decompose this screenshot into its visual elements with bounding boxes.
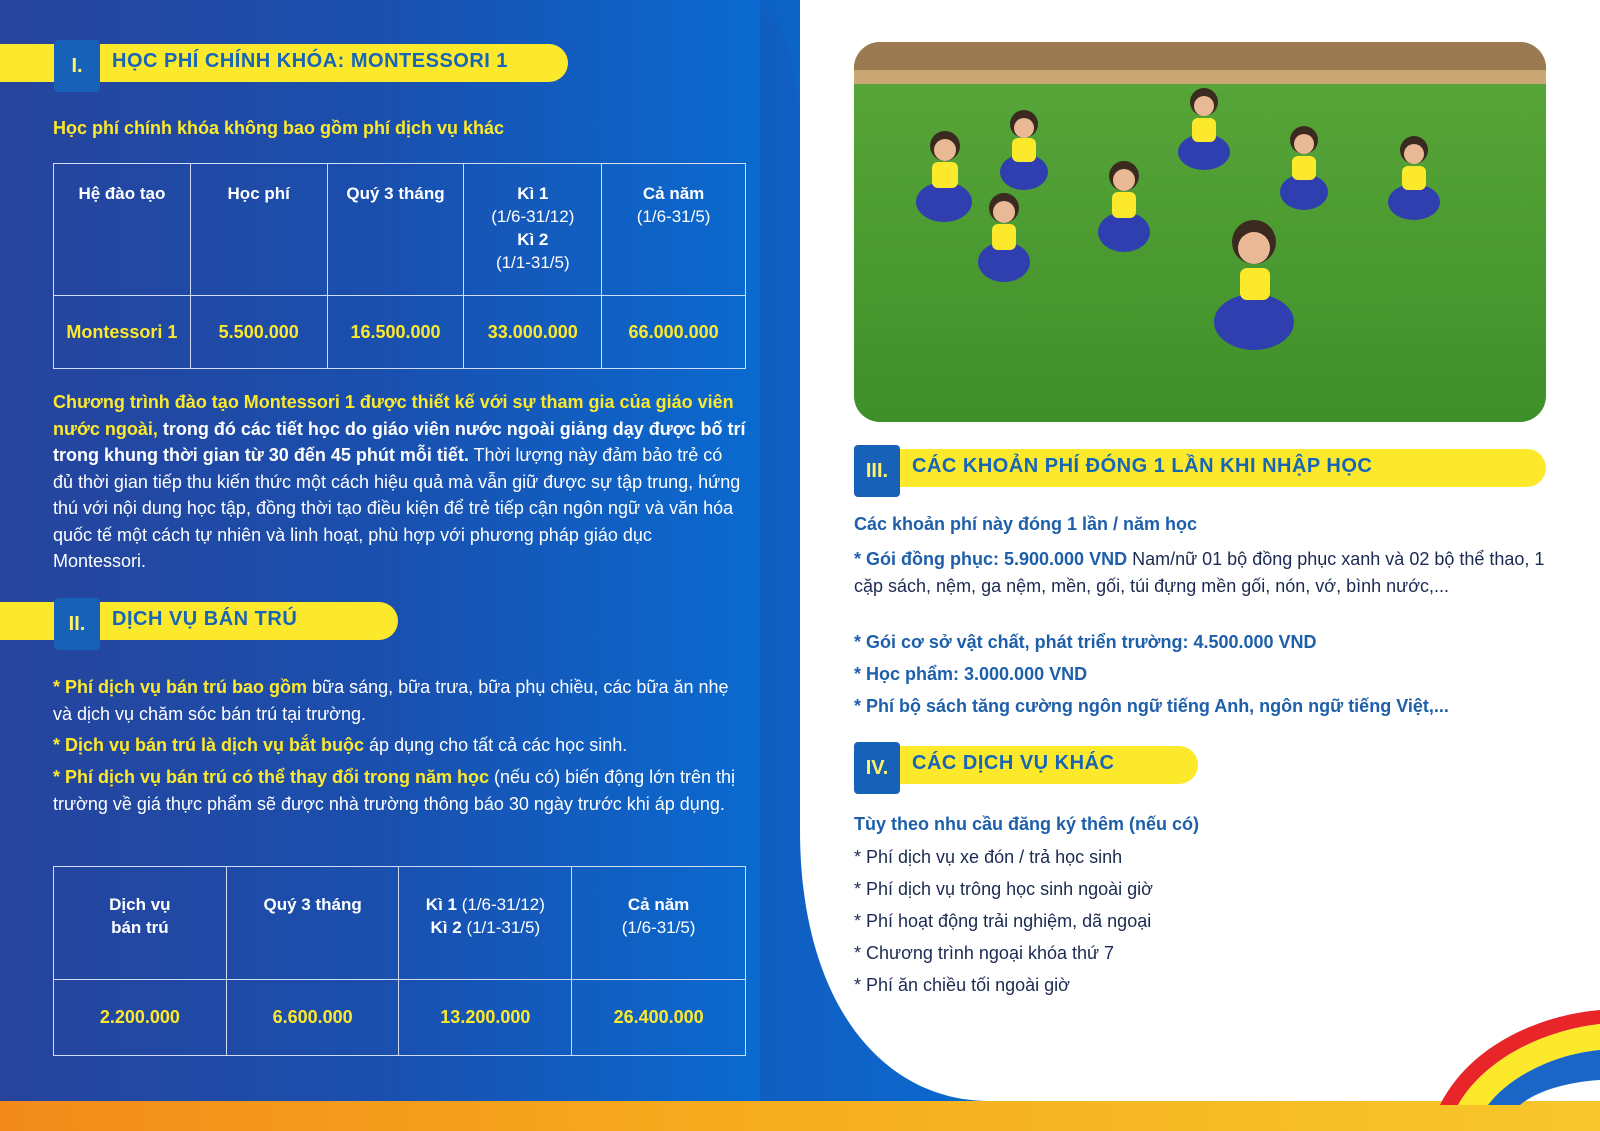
rainbow-graphic	[1440, 1010, 1600, 1105]
supplies-fee-item: * Học phẩm: 3.000.000 VND	[854, 664, 1088, 684]
meal-service-item-2: * Dịch vụ bán trú là dịch vụ bắt buộc áp dụng cho tất cả các học sinh.	[53, 735, 628, 755]
other-service-item: * Phí hoạt động trải nghiệm, dã ngoại	[854, 911, 1152, 931]
section-3-number: III.	[854, 445, 900, 497]
section-2-header	[0, 598, 400, 646]
section-3-title: CÁC KHOẢN PHÍ ĐÓNG 1 LẦN KHI NHẬP HỌC	[912, 455, 1373, 477]
other-service-item: * Phí dịch vụ xe đón / trả học sinh	[854, 847, 1123, 867]
section-1-subtitle: Học phí chính khóa không bao gồm phí dịch vụ khác	[53, 118, 505, 138]
tuition-header-fee: Học phí	[190, 164, 327, 296]
tuition-cell-year: 66.000.000	[602, 296, 746, 369]
facility-fee-item: * Gói cơ sở vật chất, phát triển trường: 4.500.000 VND	[854, 632, 1317, 652]
section-1-title: HỌC PHÍ CHÍNH KHÓA: MONTESSORI 1	[112, 50, 509, 72]
meal-cell-service: 2.200.000	[54, 980, 227, 1056]
meal-header-service: Dịch vụ bán trú	[54, 867, 227, 980]
tuition-cell-quarter: 16.500.000	[327, 296, 464, 369]
meal-cell-semester: 13.200.000	[399, 980, 572, 1056]
section-2-number: II.	[54, 598, 100, 650]
tuition-cell-semester: 33.000.000	[464, 296, 602, 369]
tuition-table-header-row	[54, 164, 746, 296]
tuition-table	[53, 163, 746, 369]
meal-table-row	[54, 980, 746, 1056]
tuition-header-program: Hệ đào tạo	[54, 164, 191, 296]
section-4-title: CÁC DỊCH VỤ KHÁC	[912, 752, 1115, 774]
meal-header-year: Cả năm (1/6-31/5)	[572, 867, 746, 980]
other-service-item: * Chương trình ngoại khóa thứ 7	[854, 943, 1115, 963]
tuition-header-year: Cả năm (1/6-31/5)	[602, 164, 746, 296]
uniform-fee-item: * Gói đồng phục: 5.900.000 VND Nam/nữ 01 bộ đồng phục xanh và 02 bộ thể thao, 1 cặp sách, nệm, ga nệm, mền, gối, túi đựng mền gối, nón, vớ, bình nước,...	[854, 549, 1545, 596]
children-photo	[854, 42, 1546, 422]
section-1-number: I.	[54, 40, 100, 92]
tuition-header-semester: Kì 1 (1/6-31/12) Kì 2 (1/1-31/5)	[464, 164, 602, 296]
other-service-item: * Phí dịch vụ trông học sinh ngoài giờ	[854, 879, 1153, 899]
meal-cell-year: 26.400.000	[572, 980, 746, 1056]
section-2-title: DỊCH VỤ BÁN TRÚ	[112, 608, 298, 630]
section-4-subtitle: Tùy theo nhu cầu đăng ký thêm (nếu có)	[854, 814, 1200, 834]
section-4-number: IV.	[854, 742, 900, 794]
section-1-description: Chương trình đào tạo Montessori 1 được thiết kế với sự tham gia của giáo viên nước ngoài, trong đó các tiết học do giáo viên nước ngoài giảng dạy được bố trí trong khung thời gian từ 30 đến 45 phút mỗi tiết. Thời lượng này đảm bảo trẻ có đủ thời gian tiếp thu kiến thức một cách hiệu quả mà vẫn giữ được sự tập trung, hứng thú với nội dung học tập, đồng thời tạo điều kiện để trẻ tiếp cận ngôn ngữ và văn hóa quốc tế một cách tự nhiên và linh hoạt, phù hợp với phương pháp giáo dục Montessori.	[53, 392, 746, 571]
other-service-item: * Phí ăn chiều tối ngoài giờ	[854, 975, 1070, 995]
tuition-cell-program: Montessori 1	[54, 296, 191, 369]
tuition-header-quarter: Quý 3 tháng	[327, 164, 464, 296]
tuition-table-row	[54, 296, 746, 369]
meal-service-table	[53, 866, 746, 1056]
section-3-header	[854, 445, 1548, 493]
meal-header-quarter: Quý 3 tháng	[226, 867, 399, 980]
section-1-header	[0, 40, 570, 88]
meal-table-header-row	[54, 867, 746, 980]
meal-header-semester: Kì 1 (1/6-31/12) Kì 2 (1/1-31/5)	[399, 867, 572, 980]
meal-service-item-3: * Phí dịch vụ bán trú có thể thay đổi trong năm học (nếu có) biến động lớn trên thị trường về giá thực phẩm sẽ được nhà trường thông báo 30 ngày trước khi áp dụng.	[53, 767, 735, 814]
section-3-subtitle: Các khoản phí này đóng 1 lần / năm học	[854, 514, 1198, 534]
books-fee-item: * Phí bộ sách tăng cường ngôn ngữ tiếng Anh, ngôn ngữ tiếng Việt,...	[854, 696, 1449, 716]
meal-service-item-1: * Phí dịch vụ bán trú bao gồm bữa sáng, bữa trưa, bữa phụ chiều, các bữa ăn nhẹ và dịch vụ chăm sóc bán trú tại trường.	[53, 677, 729, 724]
meal-cell-quarter: 6.600.000	[226, 980, 399, 1056]
bottom-orange-bar	[0, 1101, 1600, 1131]
tuition-cell-fee: 5.500.000	[190, 296, 327, 369]
section-4-header	[854, 742, 1200, 790]
